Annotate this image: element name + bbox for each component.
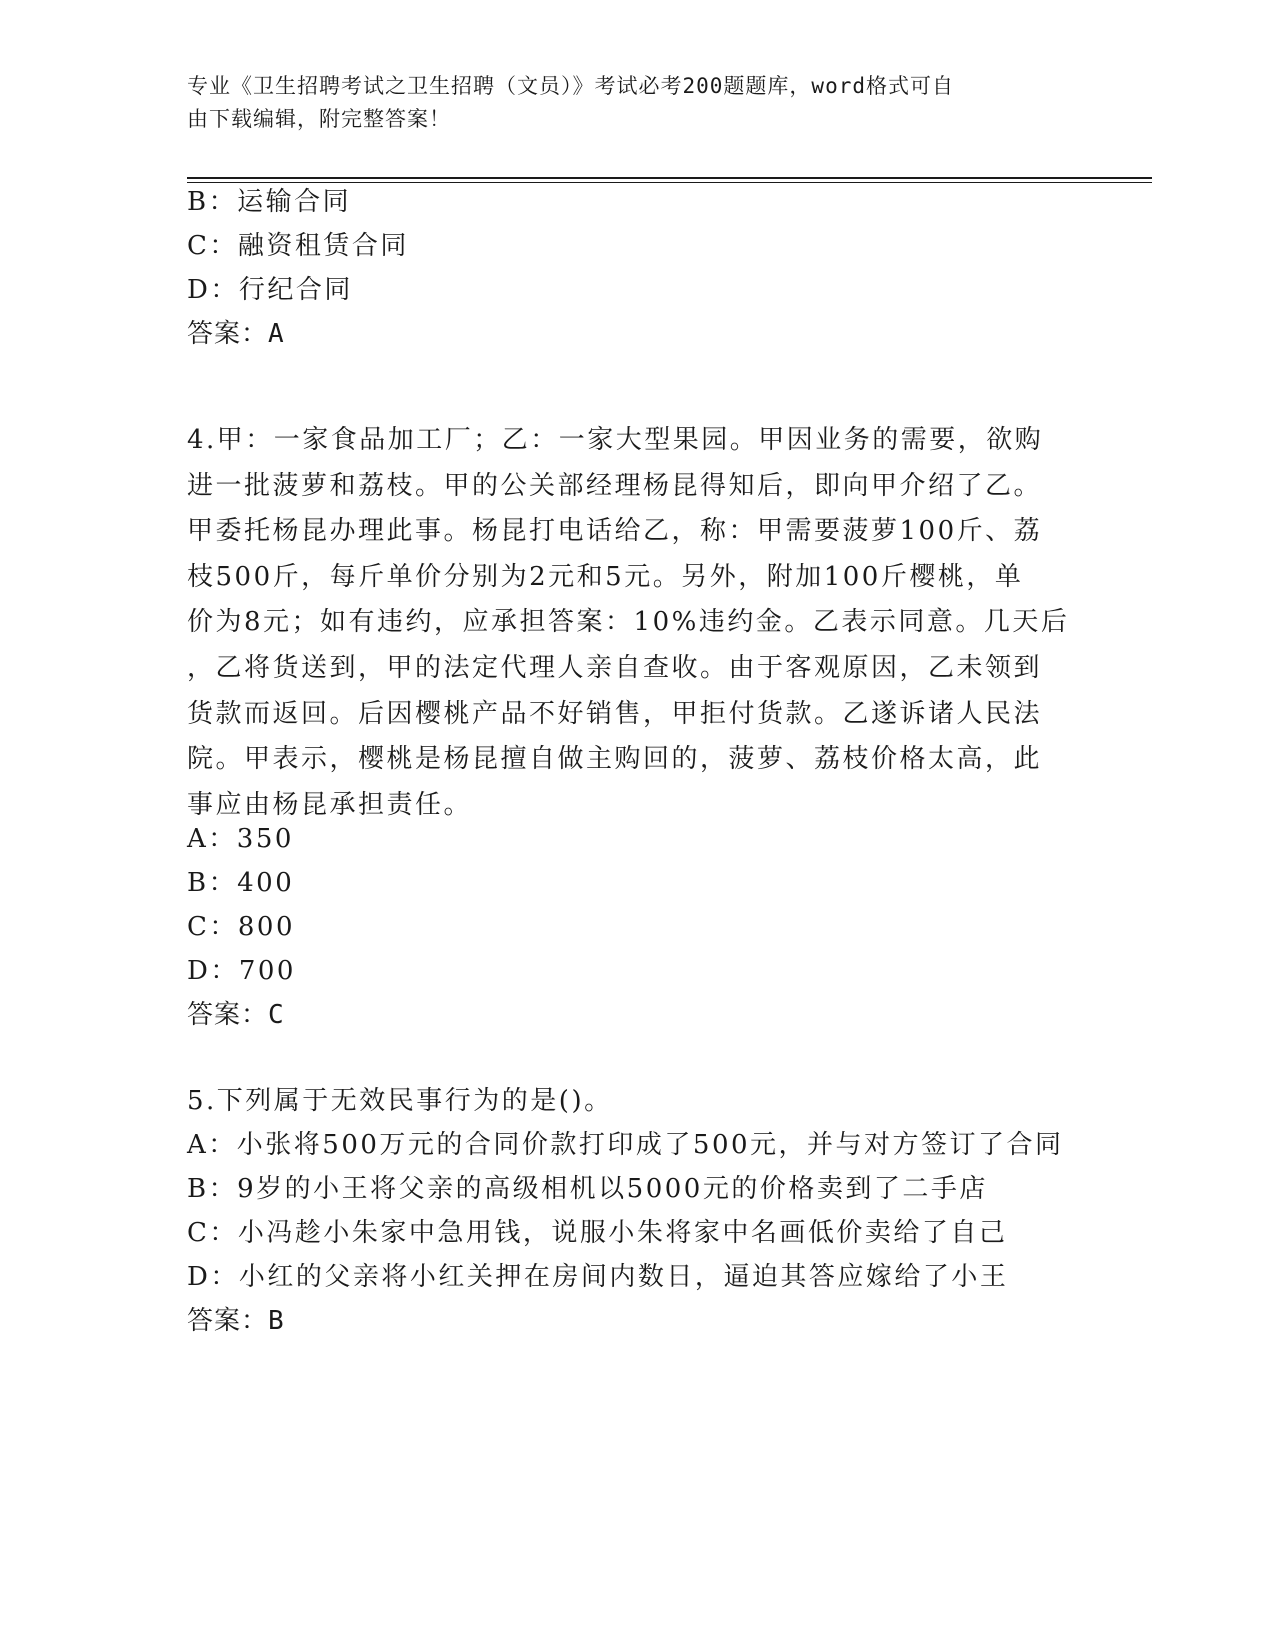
q4-text-line: 事应由杨昆承担责任。 bbox=[187, 789, 473, 820]
q4-text-line: 枝500斤，每斤单价分别为2元和5元。另外，附加100斤樱桃，单 bbox=[187, 561, 1024, 592]
q5-option-b: B：9岁的小王将父亲的高级相机以5000元的价格卖到了二手店 bbox=[187, 1174, 988, 1204]
q4-text-line: 进一批菠萝和荔枝。甲的公关部经理杨昆得知后，即向甲介绍了乙。 bbox=[187, 470, 1043, 501]
q4-text-line: ，乙将货送到，甲的法定代理人亲自查收。由于客观原因，乙未领到 bbox=[187, 652, 1043, 683]
q4-text-line: 货款而返回。后因樱桃产品不好销售，甲拒付货款。乙遂诉诸人民法 bbox=[187, 698, 1043, 729]
q3-option-b: B：运输合同 bbox=[187, 187, 352, 217]
q4-answer: 答案：C bbox=[187, 1000, 285, 1030]
q5-answer: 答案：B bbox=[187, 1306, 285, 1336]
document-header bbox=[187, 70, 1067, 136]
q4-question-text bbox=[187, 418, 1070, 828]
header-divider-thick bbox=[187, 177, 1152, 179]
q5-option-d: D：小红的父亲将小红关押在房间内数日，逼迫其答应嫁给了小王 bbox=[187, 1262, 1009, 1292]
q3-option-d: D：行纪合同 bbox=[187, 275, 353, 305]
q5-question-text: 5.下列属于无效民事行为的是()。 bbox=[187, 1086, 613, 1116]
q4-text-line: 价为8元；如有违约，应承担答案：10%违约金。乙表示同意。几天后 bbox=[187, 607, 1070, 638]
q4-option-a: A：350 bbox=[187, 824, 294, 854]
q4-option-d: D：700 bbox=[187, 956, 296, 986]
q5-option-c: C：小冯趁小朱家中急用钱，说服小朱将家中名画低价卖给了自己 bbox=[187, 1218, 1008, 1248]
q4-option-b: B：400 bbox=[187, 868, 295, 898]
header-line-1: 专业《卫生招聘考试之卫生招聘（文员）》考试必考200题题库，word格式可自 bbox=[187, 74, 954, 98]
q5-option-a: A：小张将500万元的合同价款打印成了500元，并与对方签订了合同 bbox=[187, 1130, 1064, 1160]
header-line-2: 由下载编辑，附完整答案！ bbox=[187, 107, 451, 131]
q3-answer: 答案：A bbox=[187, 319, 285, 349]
q4-text-line: 4.甲：一家食品加工厂；乙：一家大型果园。甲因业务的需要，欲购 bbox=[187, 425, 1044, 455]
q4-text-line: 院。甲表示，樱桃是杨昆擅自做主购回的，菠萝、荔枝价格太高，此 bbox=[187, 744, 1043, 775]
header-divider-thin bbox=[187, 182, 1152, 183]
q4-text-line: 甲委托杨昆办理此事。杨昆打电话给乙，称：甲需要菠萝100斤、荔 bbox=[187, 516, 1043, 547]
q4-option-c: C：800 bbox=[187, 912, 296, 942]
q3-option-c: C：融资租赁合同 bbox=[187, 231, 409, 261]
